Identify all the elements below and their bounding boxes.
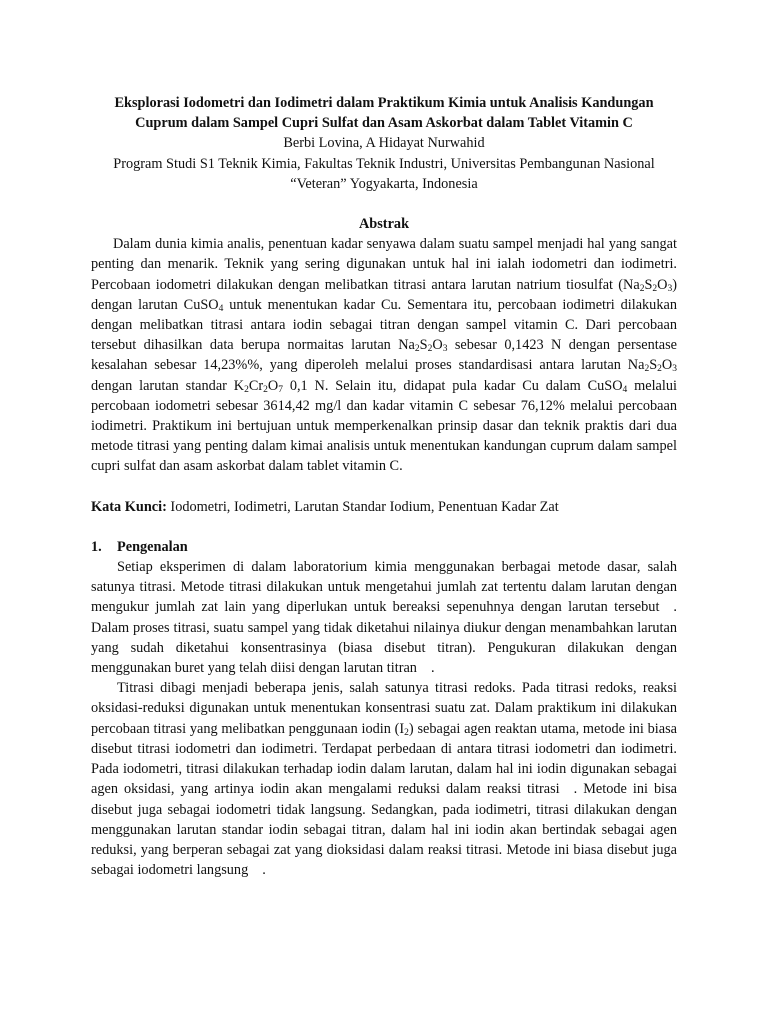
abstract-text: untuk menentukan kadar Cu. Sementara itu, percobaan iodimetri dilakukan dengan melibatkan titrasi antara iodin sebagai titran dengan sampel vitamin C. Dari percobaan tersebut dihasilkan data berupa normaitas larutan xyxy=(91,296,677,354)
section-heading xyxy=(91,537,677,557)
affiliation xyxy=(91,154,677,194)
body-paragraph: Setiap eksperimen di dalam laboratorium kimia menggunakan berbagai metode dasar, salah satunya titrasi. Metode titrasi dilakukan untuk mengetahui jumlah zat tertentu dalam larutan dengan mengukur jumlah zat lain yang diperlukan untuk bereaksi sepenuhnya dengan larutan tersebut . Dalam proses titrasi, suatu sampel yang tidak diketahui nilainya diukur dengan menambahkan larutan yang sudah diketahui konsentrasinya (biasa disebut titran). Pengukuran dilakukan dengan menggunakan buret yang telah diisi dengan larutan titran . xyxy=(91,559,677,677)
title-line-2: Cuprum dalam Sampel Cupri Sulfat dan Asam Askorbat dalam Tablet Vitamin C xyxy=(135,115,633,132)
paper-title xyxy=(91,93,677,133)
affiliation-line-2: “Veteran” Yogyakarta, Indonesia xyxy=(290,175,478,192)
body-paragraph: Titrasi dibagi menjadi beberapa jenis, salah satunya titrasi redoks. Pada titrasi redoks, reaksi oksidasi-reduksi digunakan untuk menentukan konsentrasi suatu zat. Dalam praktikum ini dilakukan percobaan titrasi yang melibatkan penggunaan iodin $(I_2)$ sebagai agen reaktan utama, metode ini biasa disebut titrasi iodometri dan iodimetri. Terdapat perbedaan di antara titrasi iodometri dan iodimetri. Pada iodometri, titrasi dilakukan terhadap iodin dalam larutan, dalam hal ini iodin digunakan sebagai agen oksidasi, yang artinya iodin akan mengalami reduksi dalam reaksi titrasi . Metode ini bisa disebut juga sebagai iodometri tidak langsung. Sedangkan, pada iodimetri, titrasi dilakukan dengan menggunakan larutan standar iodin sebagai titran, dalam hal ini iodin akan bertindak sebagai agen reduksi, yang berperan sebagai zat yang dioksidasi dalam reaksi titrasi. Metode ini biasa disebut juga sebagai iodometri langsung . xyxy=(91,680,678,879)
formula-na2s2o3: $Na_2S_2O_3$ xyxy=(627,357,677,375)
abstract-text: sebesar 0,1423 N dengan persentase kesalahan sebesar 14,23%%, yang diperoleh melalui proses standardisasi antara larutan xyxy=(91,337,677,374)
keywords xyxy=(91,497,677,517)
formula-i2: $I_2$ xyxy=(399,720,409,738)
formula-cuso4: CuSO$_4$ xyxy=(183,296,224,314)
abstract-text: 0,1 N. Selain itu, didapat pula kadar Cu dalam xyxy=(282,377,588,394)
abstract-text: melalui percobaan iodometri sebesar 3614,42 mg/l dan kadar vitamin C sebesar 76,12% melalui percobaan iodimetri. Praktikum ini bertujuan untuk memperkenalkan prinsip dasar dan teknik praktis dari dua metode titrasi yang penting dalam kimai analisis untuk menentukan kandungan cuprum dalam sampel cupri sulfat dan asam askorbat dalam tablet vitamin C. xyxy=(91,377,677,475)
section-number: 1. xyxy=(91,538,102,555)
formula-k2cr2o7: $K_2Cr_2O_7$ xyxy=(233,377,283,395)
abstract-heading: Abstrak xyxy=(358,216,410,233)
abstract-text: ) dengan larutan xyxy=(91,276,677,313)
abstract-text: Dalam dunia kimia analis, penentuan kadar senyawa dalam suatu sampel menjadi hal yang sangat penting dan menarik. Teknik yang sering digunakan untuk hal ini ialah iodometri dan iodimetri. Percobaan iodometri dilakukan dengan melibatkan titrasi antara larutan natrium tiosulfat ( xyxy=(91,236,677,293)
author-list: Berbi Lovina, A Hidayat Nurwahid xyxy=(283,135,485,152)
keywords-text: Iodometri, Iodimetri, Larutan Standar Iodium, Penentuan Kadar Zat xyxy=(166,498,559,515)
keywords-label: Kata Kunci: xyxy=(91,498,167,515)
title-line-1: Eksplorasi Iodometri dan Iodimetri dalam Praktikum Kimia untuk Analisis Kandungan xyxy=(114,95,654,111)
abstract-paragraph xyxy=(91,234,677,476)
abstract-text: dengan larutan standar xyxy=(91,377,234,394)
formula-na2s2o3: $Na_2S_2O_3$ xyxy=(623,276,673,294)
formula-cuso4: CuSO$_4$ xyxy=(587,377,628,395)
affiliation-line-1: Program Studi S1 Teknik Kimia, Fakultas Teknik Industri, Universitas Pembangunan Nasional xyxy=(113,155,655,172)
formula-na2s2o3: $Na_2S_2O_3$ xyxy=(398,337,448,355)
section-title: Pengenalan xyxy=(117,538,188,555)
